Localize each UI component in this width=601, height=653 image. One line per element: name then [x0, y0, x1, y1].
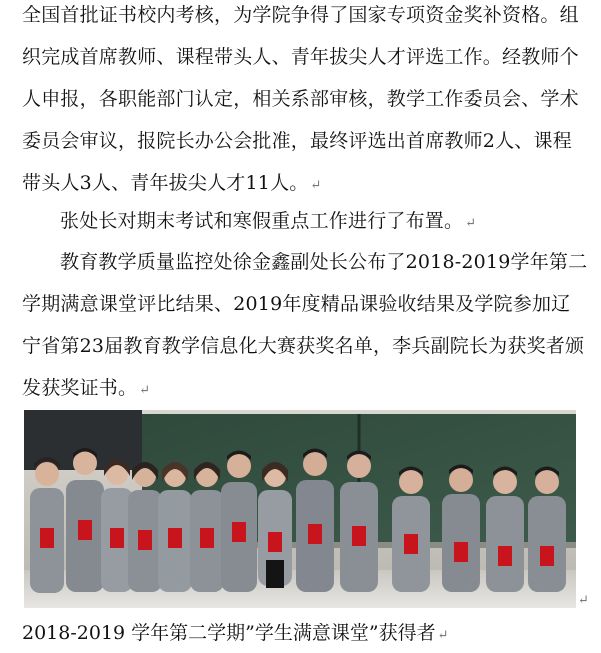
paragraph-mark: ↵ — [310, 178, 322, 193]
paragraph-mark: ↵ — [465, 216, 477, 231]
paragraph-text: 全国首批证书校内考核，为学院争得了国家专项资金奖补资格。组织完成首席教师、课程带头人、青年拔尖人才评选工作。经教师个人申报，各职能部门认定，相关系部审核，教学工作委员会、学术委员会审议，报院长办公会批准，最终评选出首席教师2人、课程带头人3人、青年拔尖人才11人。 — [22, 4, 579, 194]
group-photo-illustration — [24, 410, 576, 608]
award-group-photo — [24, 410, 576, 608]
caption-mark: ↵ — [437, 628, 449, 643]
paragraph-text: 教育教学质量监控处徐金鑫副处长公布了2018-2019学年第二学期满意课堂评比结果、2019年度精品课验收结果及学院参加辽宁省第23届教育教学信息化大赛获奖名单，李兵副院长为获奖者颁发获奖证书。 — [22, 251, 588, 399]
caption-text: 2018-2019 学年第二学期”学生满意课堂”获得者 — [22, 622, 436, 644]
paragraph-mark: ↵ — [139, 383, 151, 398]
photo-caption — [22, 616, 449, 653]
image-paragraph-mark: ↵ — [578, 593, 589, 608]
paragraph-text: 张处长对期末考试和寒假重点工作进行了布置。 — [60, 210, 464, 232]
paragraph-evaluation — [22, 0, 588, 207]
paragraph-awards — [22, 241, 588, 412]
paragraph-arrangement — [22, 200, 588, 245]
